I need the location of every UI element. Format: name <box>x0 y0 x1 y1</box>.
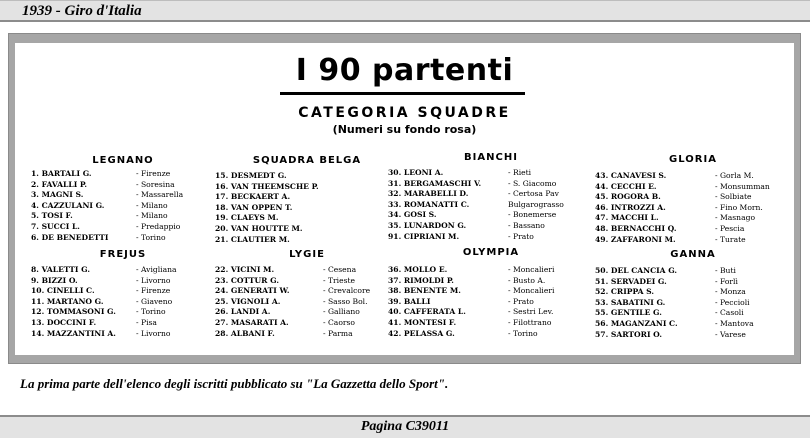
rider-entry <box>31 233 216 244</box>
rider-entry <box>388 286 588 297</box>
team-roster-ganna <box>595 266 785 340</box>
rider-entry <box>31 297 216 308</box>
rider-name: 32. MARABELLI D. <box>388 189 469 199</box>
rider-city: - Caorso <box>323 317 355 327</box>
rider-name: 40. CAFFERATA L. <box>388 307 466 317</box>
team-name-legnano: LEGNANO <box>92 155 154 166</box>
team-roster-bianchi <box>388 168 588 242</box>
rider-entry <box>31 190 216 201</box>
rider-name: 11. MARTANO G. <box>31 296 104 306</box>
rider-name: 57. SARTORI O. <box>595 329 662 339</box>
rider-name: 3. MAGNI S. <box>31 190 84 200</box>
rider-name: 53. SABATINI G. <box>595 297 666 307</box>
rider-city: - Busto A. <box>508 275 546 285</box>
rider-name: 27. MASARATI A. <box>215 317 289 327</box>
rider-city: - Buti <box>715 266 736 275</box>
rider-city: - Solbiate <box>715 192 752 202</box>
rider-entry <box>31 329 216 340</box>
rider-city: - Filottrano <box>508 317 552 327</box>
rider-city: - Gorla M. <box>715 171 754 180</box>
rider-entry <box>31 222 216 233</box>
team-roster-lygie <box>215 265 393 339</box>
rider-entry <box>215 203 395 214</box>
rider-name: 26. LANDI A. <box>215 307 271 317</box>
rider-entry <box>215 192 395 203</box>
rider-city: - Moncalieri <box>508 265 555 274</box>
team-name-ganna: GANNA <box>670 249 716 260</box>
rider-city: - Prato <box>508 231 534 241</box>
rider-name: 15. DESMEDT G. <box>215 171 287 180</box>
rider-entry <box>215 235 395 246</box>
rider-city: - Sestri Lev. <box>508 307 554 317</box>
rider-city: - Torino <box>508 328 538 338</box>
clipping-headline: I 90 partenti <box>295 53 514 88</box>
rider-entry <box>215 182 395 193</box>
rider-city: Bulgarograsso <box>508 199 564 209</box>
rider-name: 5. TOSI F. <box>31 211 73 221</box>
rider-entry <box>595 203 785 214</box>
team-name-lygie: LYGIE <box>289 249 325 260</box>
rider-name: 35. LUNARDON G. <box>388 220 467 230</box>
rider-entry <box>388 210 588 221</box>
rider-name: 12. TOMMASONI G. <box>31 307 116 317</box>
rider-name: 51. SERVADEI G. <box>595 276 667 286</box>
rider-name: 37. RIMOLDI P. <box>388 275 454 285</box>
rider-name: 55. GENTILE G. <box>595 308 662 318</box>
newspaper-clipping <box>15 43 794 355</box>
rider-name: 36. MOLLO E. <box>388 265 448 274</box>
rider-entry <box>595 213 785 224</box>
rider-entry <box>31 211 216 222</box>
rider-city: - Certosa Pav <box>508 189 559 199</box>
rider-name: 42. PELASSA G. <box>388 328 455 338</box>
rider-city: - Crevalcore <box>323 286 371 296</box>
rider-entry <box>388 168 588 179</box>
page-label: Pagina C39011 <box>360 419 450 434</box>
rider-entry <box>595 235 785 246</box>
rider-name: 44. CECCHI E. <box>595 181 657 191</box>
rider-city: - Firenze <box>136 169 171 178</box>
rider-name: 52. CRIPPA S. <box>595 287 655 297</box>
team-name-frejus: FREJUS <box>99 249 147 260</box>
rider-city: - Peccioli <box>715 297 750 307</box>
rider-city: - S. Giacomo <box>508 178 557 188</box>
rider-entry <box>215 276 393 287</box>
rider-entry <box>388 232 588 243</box>
rider-city: - Moncalieri <box>508 286 555 296</box>
rider-name: 13. DOCCINI F. <box>31 317 97 327</box>
rider-city: - Monza <box>715 287 746 297</box>
rider-entry <box>215 297 393 308</box>
rider-entry <box>388 221 588 232</box>
rider-name: 38. BENENTE M. <box>388 286 461 296</box>
rider-name: 4. CAZZULANI G. <box>31 200 105 210</box>
rider-name: 17. BECKAERT A. <box>215 192 291 202</box>
image-caption: La prima parte dell'elenco degli iscritti pubblicato su "La Gazzetta dello Sport". <box>20 376 449 391</box>
rider-city: - Avigliana <box>136 265 177 274</box>
rider-city: - Pescia <box>715 223 745 233</box>
rider-entry <box>215 329 393 340</box>
team-name-bianchi: BIANCHI <box>464 152 518 163</box>
rider-city: - Massarella <box>136 190 184 200</box>
rider-name: 31. BERGAMASCHI V. <box>388 178 482 188</box>
rider-city: - Predappio <box>136 221 181 231</box>
rider-city: - Firenze <box>136 286 171 296</box>
team-roster-gloria <box>595 171 785 245</box>
rider-name: 56. MAGANZANI C. <box>595 318 678 328</box>
rider-city: - Torino <box>136 232 166 242</box>
rider-name: 50. DEL CANCIA G. <box>595 266 678 275</box>
rider-entry <box>595 330 785 341</box>
rider-name: 33. ROMANATTI C. <box>388 199 470 209</box>
rider-entry <box>31 201 216 212</box>
rider-name: 21. CLAUTIER M. <box>215 234 290 244</box>
rider-city: - Casoli <box>715 308 744 318</box>
rider-name: 41. MONTESI F. <box>388 317 457 327</box>
rider-name: 49. ZAFFARONI M. <box>595 234 676 244</box>
rider-entry <box>388 200 588 211</box>
rider-city: - Varese <box>715 329 746 339</box>
top-title-bar <box>0 0 810 22</box>
rider-name: 30. LEONI A. <box>388 168 444 177</box>
rider-entry <box>595 287 785 298</box>
rider-entry <box>31 276 216 287</box>
rider-entry <box>215 171 395 182</box>
rider-entry <box>215 286 393 297</box>
rider-name: 45. ROGORA B. <box>595 192 661 202</box>
rider-name: 47. MACCHI L. <box>595 213 659 223</box>
team-name-squadra-belga: SQUADRA BELGA <box>252 155 362 166</box>
team-name-gloria: GLORIA <box>669 154 717 165</box>
rider-entry <box>31 169 216 180</box>
rider-city: - Soresina <box>136 179 175 189</box>
rider-name: 34. GOSI S. <box>388 210 437 220</box>
rider-name: 46. INTROZZI A. <box>595 202 666 212</box>
rider-name: 6. DE BENEDETTI <box>31 232 109 242</box>
rider-entry <box>388 179 588 190</box>
rider-entry <box>31 307 216 318</box>
team-roster-frejus <box>31 265 216 339</box>
rider-name: 43. CANAVESI S. <box>595 171 667 180</box>
rider-name: 1. BARTALI G. <box>31 169 92 178</box>
rider-city: - Rieti <box>508 168 532 177</box>
rider-entry <box>388 189 588 200</box>
rider-entry <box>31 318 216 329</box>
rider-entry <box>595 192 785 203</box>
rider-name: 7. SUCCI L. <box>31 221 80 231</box>
rider-entry <box>215 224 395 235</box>
rider-city: - Pisa <box>136 317 157 327</box>
rider-entry <box>595 182 785 193</box>
rider-entry <box>31 265 216 276</box>
rider-name: 10. CINELLI C. <box>31 286 95 296</box>
rider-city: - Sasso Bol. <box>323 296 368 306</box>
rider-name: 9. BIZZI O. <box>31 275 78 285</box>
team-roster-squadra-belga <box>215 171 395 245</box>
rider-entry <box>215 265 393 276</box>
rider-entry <box>595 266 785 277</box>
bottom-page-bar <box>0 415 810 438</box>
rider-city: - Prato <box>508 296 534 306</box>
team-name-olympia: OLYMPIA <box>462 247 520 258</box>
rider-name: 24. GENERATI W. <box>215 286 290 296</box>
rider-city: - Milano <box>136 211 168 221</box>
rider-entry <box>215 307 393 318</box>
rider-entry <box>595 171 785 182</box>
rider-name: 19. CLAEYS M. <box>215 213 279 223</box>
rider-entry <box>388 297 588 308</box>
rider-name: 23. COTTUR G. <box>215 275 279 285</box>
rider-entry <box>388 318 588 329</box>
rider-city: - Livorno <box>136 275 171 285</box>
rider-name: 16. VAN THEEMSCHE P. <box>215 181 319 191</box>
rider-city: - Trieste <box>323 275 356 285</box>
team-roster-olympia <box>388 265 588 339</box>
headline-underline <box>280 92 525 95</box>
rider-city: - Torino <box>136 307 166 317</box>
rider-entry <box>595 319 785 330</box>
rider-city: - Livorno <box>136 328 171 338</box>
rider-entry <box>388 307 588 318</box>
page-header-title: 1939 - Giro d'Italia <box>22 3 142 19</box>
rider-entry <box>595 277 785 288</box>
rider-city: - Bassano <box>508 220 545 230</box>
rider-entry <box>215 213 395 224</box>
rider-city: - Bonemerse <box>508 210 557 220</box>
rider-name: 14. MAZZANTINI A. <box>31 328 116 338</box>
rider-entry <box>388 265 588 276</box>
rider-name: 91. CIPRIANI M. <box>388 231 460 241</box>
rider-name: 25. VIGNOLI A. <box>215 296 281 306</box>
rider-entry <box>595 224 785 235</box>
rider-entry <box>215 318 393 329</box>
rider-city: - Parma <box>323 328 353 338</box>
rider-city: - Milano <box>136 200 168 210</box>
rider-name: 20. VAN HOUTTE M. <box>215 223 303 233</box>
rider-city: - Giaveno <box>136 296 173 306</box>
rider-city: - Cesena <box>323 265 357 274</box>
rider-entry <box>388 329 588 340</box>
rider-name: 28. ALBANI F. <box>215 328 275 338</box>
rider-city: - Forlì <box>715 276 738 286</box>
rider-name: 2. FAVALLI P. <box>31 179 88 189</box>
clipping-subnote: (Numeri su fondo rosa) <box>332 123 477 136</box>
rider-name: 22. VICINI M. <box>215 265 275 274</box>
rider-city: - Masnago <box>715 213 756 223</box>
rider-city: - Turate <box>715 234 746 244</box>
rider-entry <box>31 180 216 191</box>
rider-name: 18. VAN OPPEN T. <box>215 202 293 212</box>
rider-entry <box>388 276 588 287</box>
rider-city: - Galliano <box>323 307 360 317</box>
rider-entry <box>595 308 785 319</box>
rider-city: - Monsumman <box>715 181 770 191</box>
rider-entry <box>595 298 785 309</box>
rider-entry <box>31 286 216 297</box>
team-roster-legnano <box>31 169 216 243</box>
rider-name: 8. VALETTI G. <box>31 265 90 274</box>
rider-name: 48. BERNACCHI Q. <box>595 223 677 233</box>
rider-city: - Fino Morn. <box>715 202 763 212</box>
rider-name: 39. BALLI <box>388 296 431 306</box>
rider-city: - Mantova <box>715 318 754 328</box>
clipping-subtitle: CATEGORIA SQUADRE <box>298 105 511 121</box>
